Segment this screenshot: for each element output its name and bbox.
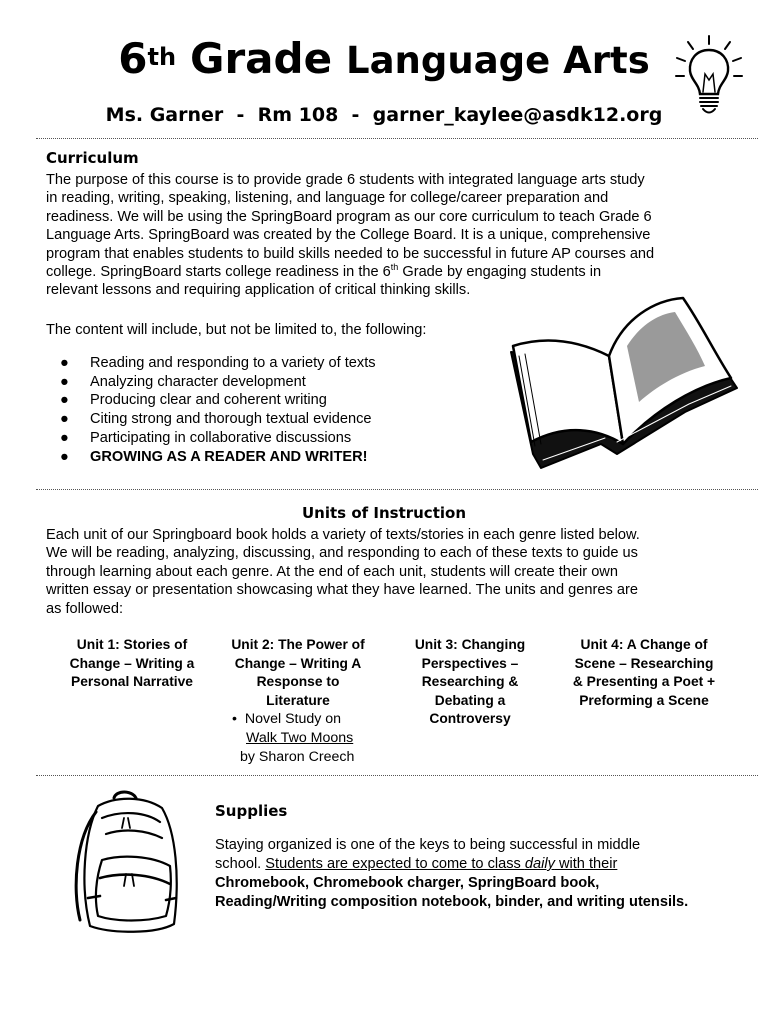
unit-line: Change – Writing a	[69, 655, 195, 671]
novel-title: Walk Two Moons	[246, 730, 354, 746]
curriculum-line-text: college. SpringBoard starts college readiness in the 6	[46, 264, 391, 281]
bullet-icon: ●	[60, 392, 69, 409]
bullet-icon: ●	[60, 355, 69, 371]
title-word-grade: Grade	[189, 34, 333, 83]
unit-1	[52, 636, 212, 692]
section-divider	[36, 138, 758, 139]
supplies-list-line: Chromebook, Chromebook charger, SpringBoard book,	[215, 875, 600, 891]
units-line: We will be reading, analyzing, discussing, and responding to each of these texts to guide us	[46, 545, 638, 562]
title-grade-number: 6	[118, 34, 148, 83]
curriculum-heading: Curriculum	[46, 149, 139, 167]
list-item	[46, 354, 476, 373]
bullet-icon: ●	[60, 429, 69, 446]
unit-line: Unit 2: The Power of	[231, 637, 365, 652]
backpack-icon	[66, 788, 190, 936]
supplies-list-line: Reading/Writing composition notebook, binder, and writing utensils.	[215, 894, 689, 910]
supplies-requirement-text	[265, 856, 617, 872]
supplies-emphasis: daily	[524, 856, 555, 872]
unit-line: Controversy	[429, 711, 511, 727]
bullet-icon: ●	[60, 373, 69, 390]
ordinal-suffix: th	[390, 262, 399, 273]
unit-line: Unit 4: A Change of	[580, 637, 708, 652]
units-heading: Units of Instruction	[302, 504, 466, 522]
unit-line: Change – Writing A	[234, 655, 362, 671]
bullet-icon: ●	[60, 448, 69, 465]
bullet-icon: ●	[60, 411, 69, 428]
units-line: through learning about each genre. At the end of each unit, students will create their own	[46, 563, 618, 580]
curriculum-line: in reading, writing, speaking, listening, and language for college/career preparation and	[46, 190, 609, 207]
curriculum-line: readiness. We will be using the SpringBoard program as our core curriculum to teach Grade 6	[46, 208, 652, 225]
curriculum-line: program that enables students to build skills needed to be successful in future AP courses and	[46, 245, 655, 262]
list-item	[46, 429, 476, 448]
list-item	[46, 410, 476, 429]
content-bullet-list	[46, 354, 476, 466]
curriculum-line	[46, 263, 746, 281]
unit-line: Preforming a Scene	[579, 692, 709, 708]
curriculum-line: The purpose of this course is to provide grade 6 students with integrated language arts study	[46, 172, 645, 188]
unit-4	[560, 636, 728, 710]
content-intro: The content will include, but not be limited to, the following:	[46, 322, 427, 338]
list-item-text: Producing clear and coherent writing	[90, 392, 327, 409]
page-title	[0, 34, 768, 86]
section-divider	[36, 775, 758, 776]
supplies-text: Students are expected to come to class	[265, 856, 525, 872]
list-item-text: Participating in collaborative discussions	[90, 429, 352, 446]
novel-study-note	[226, 710, 376, 767]
title-rest: Language Arts	[346, 39, 650, 82]
list-item-text: Citing strong and thorough textual evidence	[90, 411, 372, 428]
curriculum-paragraph	[46, 171, 746, 300]
novel-study-line: • Novel Study on	[232, 711, 342, 727]
list-item	[46, 373, 476, 392]
units-line: Each unit of our Springboard book holds a variety of texts/stories in each genre listed below.	[46, 527, 640, 543]
curriculum-line: relevant lessons and requiring application of critical thinking skills.	[46, 282, 471, 299]
supplies-paragraph	[215, 836, 735, 912]
novel-author: by Sharon Creech	[240, 749, 355, 765]
open-book-icon	[505, 294, 740, 470]
unit-line: Debating a	[434, 692, 506, 708]
unit-line: Perspectives –	[421, 655, 519, 671]
unit-line: Literature	[266, 692, 330, 708]
teacher-contact-line: Ms. Garner - Rm 108 - garner_kaylee@asdk12.org	[105, 104, 663, 126]
unit-line: Scene – Researching	[574, 655, 714, 671]
curriculum-line: Language Arts. SpringBoard was created by the College Board. It is a unique, comprehensive	[46, 227, 651, 244]
lightbulb-icon	[674, 34, 744, 118]
unit-line: Unit 1: Stories of	[76, 637, 188, 652]
unit-line: Response to	[256, 674, 340, 690]
unit-3	[390, 636, 550, 729]
title-grade-suffix: th	[147, 43, 177, 71]
list-item-text: Analyzing character development	[90, 373, 306, 390]
supplies-text: with their	[554, 856, 618, 872]
unit-line: Personal Narrative	[71, 674, 193, 690]
unit-line: & Presenting a Poet +	[572, 674, 716, 690]
curriculum-line-text: Grade by engaging students in	[398, 264, 602, 281]
supplies-text: school.	[215, 856, 266, 872]
list-item-text: GROWING AS A READER AND WRITER!	[90, 448, 368, 465]
section-divider	[36, 489, 758, 490]
units-paragraph	[46, 526, 756, 618]
supplies-heading: Supplies	[215, 802, 288, 820]
units-line: as followed:	[46, 600, 124, 617]
list-item-text: Reading and responding to a variety of texts	[90, 355, 376, 371]
unit-line: Researching &	[421, 674, 519, 690]
unit-2	[218, 636, 378, 710]
supplies-line: Staying organized is one of the keys to being successful in middle	[215, 837, 641, 853]
unit-line: Unit 3: Changing	[414, 637, 526, 652]
list-item	[46, 391, 476, 410]
units-line: written essay or presentation showcasing what they have learned. The units and genres are	[46, 582, 638, 599]
list-item-emphasis	[46, 448, 476, 467]
supplies-line	[215, 855, 735, 874]
